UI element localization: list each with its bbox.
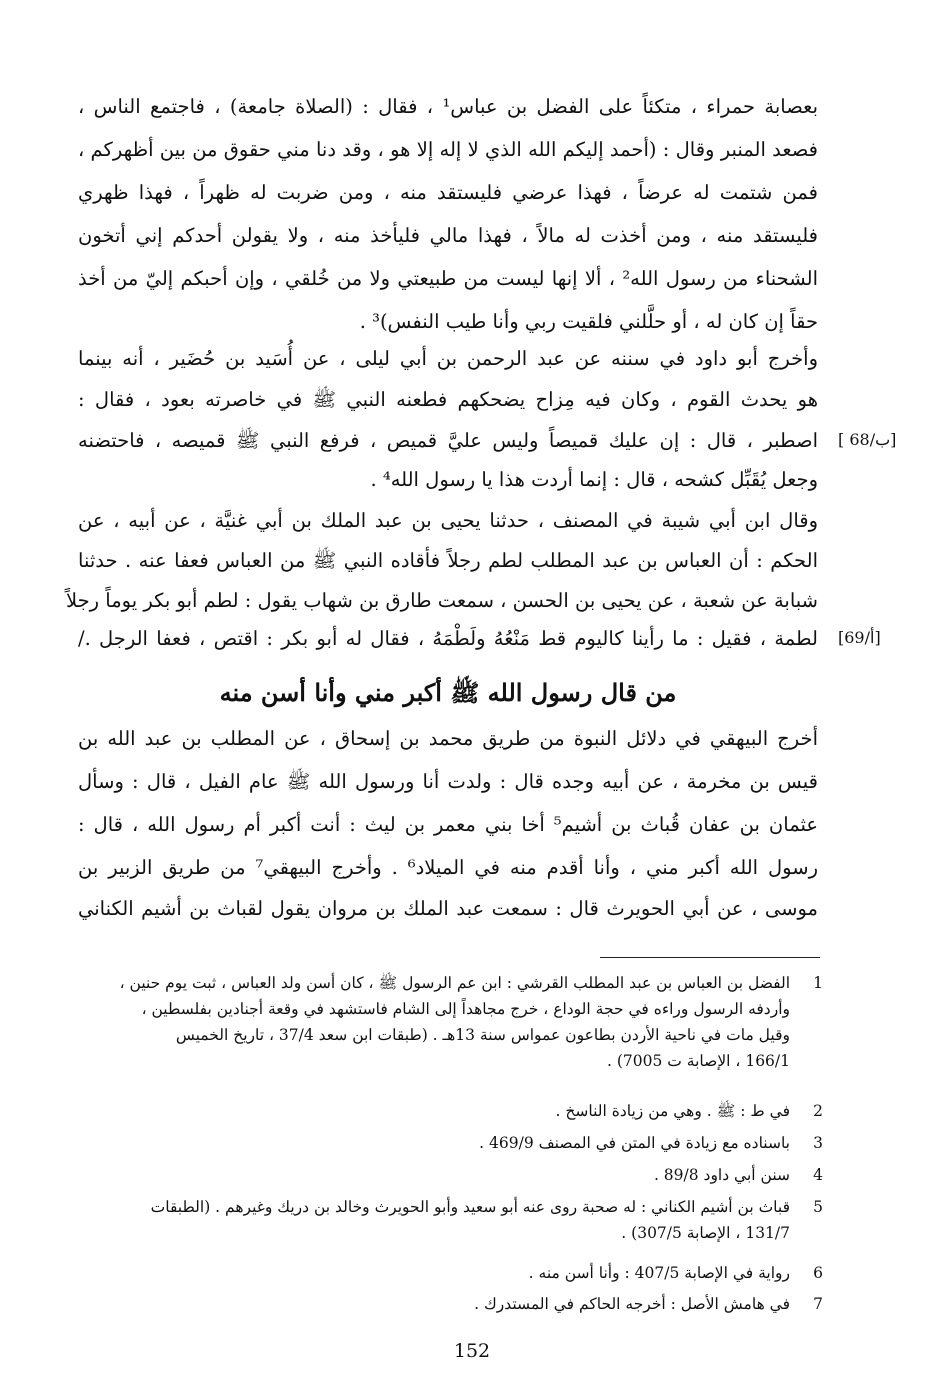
footnote-number: 2: [813, 1102, 823, 1120]
footnote-line: وأردفه الرسول وراءه في حجة الوداع ، خرج مجاهداً إلى الشام فاستشهد في وقعة أجنادين بفلسطين ،: [141, 1000, 790, 1018]
body-line: هو يحدث القوم ، وكان فيه مِزاح يضحكهم فطعنه النبي ﷺ في خاصرته بعود ، فقال :: [78, 388, 818, 411]
footnote-line: رواية في الإصابة 407/5 : وأنا أسن منه .: [528, 1264, 790, 1282]
body-line: فصعد المنبر وقال : (أحمد إليكم الله الذي لا إله إلا هو ، وقد دنا مني حقوق من بين أظهركم ،: [78, 138, 818, 161]
footnote-line: سنن أبي داود 89/8 .: [653, 1166, 790, 1184]
body-line: قيس بن مخرمة ، عن أبيه وجده قال : ولدت أنا ورسول الله ﷺ عام الفيل ، قال : وسأل: [78, 770, 818, 793]
body-line: رسول الله أكبر مني ، وأنا أقدم منه في الميلاد⁶ . وأخرج البيهقي⁷ من طريق الزبير بن: [78, 856, 818, 879]
footnote-line: في ط : ﷺ . وهي من زيادة الناسخ .: [555, 1102, 790, 1120]
body-line: عثمان بن عفان قُباث بن أشيم⁵ أخا بني معمر بن ليث : أنت أكبر أم رسول الله ، قال :: [78, 813, 818, 836]
body-line: الشحناء من رسول الله² ، ألا إنها ليست من طبيعتي ولا من خُلقي ، وإن أحبكم إليّ من أخذ: [78, 267, 818, 290]
margin-folio-note: [ 68/ب]: [838, 430, 897, 449]
footnote-line: الفضل بن العباس بن عبد المطلب القرشي : ابن عم الرسول ﷺ ، كان أسن ولد العباس ، ثبت يوم حنين ،: [119, 974, 790, 992]
footnote-number: 5: [813, 1198, 823, 1216]
footnote-line: 166/1 ، الإصابة ت 7005) .: [607, 1052, 790, 1070]
section-heading: من قال رسول الله ﷺ أكبر مني وأنا أسن منه: [219, 678, 677, 707]
body-line: فليستقد منه ، ومن أخذت له مالاً ، فهذا مالي فليأخذ منه ، ولا يقولن أحدكم إني أتخون: [78, 224, 818, 247]
body-line: وجعل يُقَبِّل كشحه ، قال : إنما أردت هذا يا رسول الله⁴ .: [370, 468, 818, 491]
margin-folio-note: [69/أ]: [838, 628, 881, 647]
footnote-text: [90, 970, 790, 1074]
body-line: بعصابة حمراء ، متكئاً على الفضل بن عباس¹ ، فقال : (الصلاة جامعة) ، فاجتمع الناس ،: [78, 95, 818, 118]
body-line: اصطبر ، قال : إن عليك قميصاً وليس عليَّ قميص ، فرفع النبي ﷺ قميصه ، فاحتضنه: [78, 429, 818, 452]
body-line: وأخرج أبو داود في سننه عن عبد الرحمن بن أبي ليلى ، عن أُسَيد بن حُضَير ، أنه بينما: [78, 347, 818, 370]
footnote-line: في هامش الأصل : أخرجه الحاكم في المستدرك .: [474, 1295, 790, 1313]
footnote-line: باسناده مع زيادة في المتن في المصنف 469/9 .: [479, 1134, 790, 1152]
footnote-number: 7: [813, 1295, 823, 1313]
footnote-line: 131/7 ، الإصابة 307/5) .: [621, 1224, 790, 1242]
body-line: موسى ، عن أبي الحويرث قال : سمعت عبد الملك بن مروان يقول لقباث بن أشيم الكناني: [78, 897, 818, 920]
body-line: شبابة عن شعبة ، عن يحيى بن الحسن ، سمعت طارق بن شهاب يقول : لطم أبو بكر يوماً رجلاً: [65, 589, 818, 612]
footnote-number: 1: [813, 974, 823, 992]
footnote-number: 3: [813, 1134, 823, 1152]
body-line: حقاً إن كان له ، أو حلَّلني فلقيت ربي وأنا طيب النفس)³ .: [359, 310, 818, 333]
body-line: لطمة ، فقيل : ما رأينا كاليوم قط مَنْعُهُ ولَطْمَهُ ، فقال له أبو بكر : اقتص ، فعفا الرجل ./: [78, 627, 818, 650]
body-line: وقال ابن أبي شيبة في المصنف ، حدثنا يحيى بن عبد الملك بن أبي غنيَّة ، عن أبيه ، عن: [78, 509, 818, 532]
body-line: فمن شتمت له عرضاً ، فهذا عرضي فليستقد منه ، ومن ضربت له ظهراً ، فهذا ظهري: [78, 181, 818, 204]
page-number: 152: [453, 1340, 491, 1362]
footnote-line: وقيل مات في ناحية الأردن بطاعون عمواس سنة 13هـ . (طبقات ابن سعد 37/4 ، تاريخ الخميس: [175, 1026, 790, 1044]
footnote-number: 4: [813, 1166, 823, 1184]
footnote-text: [90, 1194, 790, 1246]
footnote-line: قباث بن أشيم الكناني : له صحبة روى عنه أبو سعيد وأبو الحويرث وخالد بن دريك وغيرهم . (الطبقات: [150, 1198, 790, 1216]
body-line: أخرج البيهقي في دلائل النبوة من طريق محمد بن إسحاق ، عن المطلب بن عبد الله بن: [78, 727, 818, 750]
body-line: الحكم : أن العباس بن عبد المطلب لطم رجلاً فأقاده النبي ﷺ من العباس فعفا عنه . حدثنا: [78, 549, 818, 572]
footnote-separator: [600, 957, 820, 958]
footnote-number: 6: [813, 1264, 823, 1282]
